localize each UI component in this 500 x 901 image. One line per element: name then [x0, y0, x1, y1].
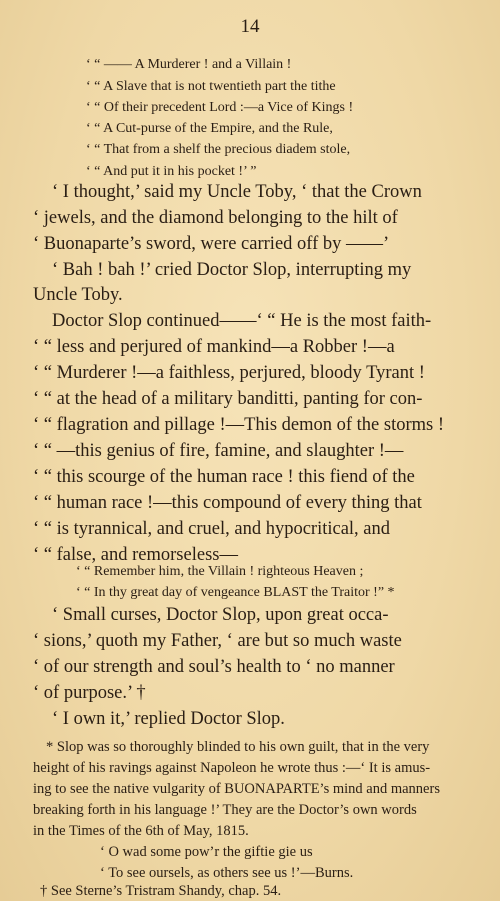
verse-line: ‘ “ A Cut-purse of the Empire, and the Rule,: [86, 121, 333, 136]
body-line: ‘ “ Murderer !—a faithless, perjured, bloody Tyrant !: [33, 363, 425, 383]
body-line: ‘ “ is tyrannical, and cruel, and hypocritical, and: [33, 519, 391, 539]
body-line: ‘ of our strength and soul’s health to ‘ no manner: [33, 657, 395, 677]
verse-line: ‘ “ And put it in his pocket !’ ”: [86, 164, 257, 179]
page-number: 14: [240, 16, 260, 37]
body-line: Doctor Slop continued——‘ “ He is the most faith-: [52, 311, 432, 331]
footnote-line: height of his ravings against Napoleon he wrote thus :—‘ It is amus-: [33, 760, 431, 776]
verse-line: ‘ “ Of their precedent Lord :—a Vice of Kings !: [86, 100, 354, 115]
body-line: ‘ sions,’ quoth my Father, ‘ are but so much waste: [33, 631, 402, 651]
footnote-line: ing to see the native vulgarity of BUONAPARTE’s mind and manners: [33, 781, 440, 797]
footnote-verse-line: ‘ O wad some pow’r the giftie gie us: [100, 844, 313, 860]
body-line: ‘ I thought,’ said my Uncle Toby, ‘ that the Crown: [52, 182, 422, 202]
body-line: ‘ “ —this genius of fire, famine, and slaughter !—: [33, 441, 404, 461]
body-line: ‘ “ false, and remorseless—: [33, 545, 238, 565]
verse-line: ‘ “ That from a shelf the precious diadem stole,: [86, 142, 351, 157]
verse-line: ‘ “ In thy great day of vengeance BLAST the Traitor !” *: [76, 585, 395, 600]
body-line: Uncle Toby.: [33, 285, 123, 305]
body-line: ‘ of purpose.’ †: [33, 683, 146, 703]
verse-line: ‘ “ A Slave that is not twentieth part the tithe: [86, 79, 336, 94]
footnote-line: in the Times of the 6th of May, 1815.: [33, 823, 249, 839]
body-line: ‘ Small curses, Doctor Slop, upon great occa-: [52, 605, 389, 625]
footnote-dagger: † See Sterne’s Tristram Shandy, chap. 54.: [40, 883, 282, 899]
body-line: ‘ “ less and perjured of mankind—a Robber !—a: [33, 337, 395, 357]
body-line: ‘ “ human race !—this compound of every thing that: [33, 493, 422, 513]
body-line: ‘ “ at the head of a military banditti, panting for con-: [33, 389, 423, 409]
verse-line: ‘ “ —— A Murderer ! and a Villain !: [86, 57, 292, 72]
body-line: ‘ “ this scourge of the human race ! this fiend of the: [33, 467, 415, 487]
body-line: ‘ jewels, and the diamond belonging to the hilt of: [33, 208, 398, 228]
footnote-verse-line: ‘ To see oursels, as others see us !’—Burns.: [100, 865, 354, 881]
body-line: ‘ Bah ! bah !’ cried Doctor Slop, interrupting my: [52, 260, 412, 280]
footnote-line: * Slop was so thoroughly blinded to his own guilt, that in the very: [46, 739, 430, 755]
verse-line: ‘ “ Remember him, the Villain ! righteous Heaven ;: [76, 564, 364, 579]
body-line: ‘ Buonaparte’s sword, were carried off by ——’: [33, 234, 390, 254]
footnote-line: breaking forth in his language !’ They are the Doctor’s own words: [33, 802, 417, 818]
body-line: ‘ “ flagration and pillage !—This demon of the storms !: [33, 415, 445, 435]
body-line: ‘ I own it,’ replied Doctor Slop.: [52, 709, 285, 729]
